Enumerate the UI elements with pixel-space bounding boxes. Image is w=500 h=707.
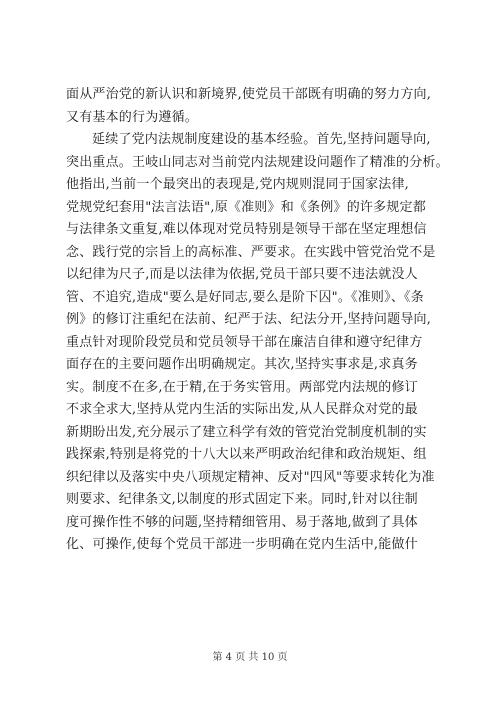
text-line: 例》的修订注重纪在法前、纪严于法、纪法分开,坚持问题导向, <box>66 312 432 327</box>
text-line: 度可操作性不够的问题,坚持精细管用、易于落地,做到了具体 <box>66 514 418 530</box>
text-line: 则要求、纪律条文,以制度的形式固定下来。同时,针对以往制 <box>66 492 418 507</box>
text-line: 不求全求大,坚持从党内生活的实际出发,从人民群众对党的最 <box>66 402 418 417</box>
text-line: 他指出,当前一个最突出的表现是,党内规则混同于国家法律, <box>66 177 409 192</box>
text-line: 与法律条文重复,难以体现对党员特别是领导干部在坚定理想信 <box>66 222 427 237</box>
text-line: 以纪律为尺子,而是以法律为依据,党员干部只要不违法就没人 <box>66 267 418 282</box>
text-line: 党规党纪套用"法言法语",原《准则》和《条例》的许多规定都 <box>66 199 426 215</box>
text-line: 化、可操作,使每个党员干部进一步明确在党内生活中,能做什 <box>66 537 418 552</box>
text-line: 念、践行党的宗旨上的高标准、严要求。在实践中管党治党不是 <box>66 244 436 260</box>
body-text <box>66 84 449 557</box>
page-number-footer: 第 4 页 共 10 页 <box>212 652 288 663</box>
text-line: 管、不追究,造成"要么是好同志,要么是阶下囚"。《准则》、《条 <box>66 289 424 305</box>
text-line: 突出重点。王岐山同志对当前党内法规建设问题作了精准的分析。 <box>66 154 449 170</box>
text-line: 面从严治党的新认识和新境界,使党员干部既有明确的努力方向, <box>66 87 432 102</box>
text-line: 又有基本的行为遵循。 <box>66 109 199 125</box>
text-line: 重点针对现阶段党员和党员领导干部在廉洁自律和遵守纪律方 <box>66 334 423 350</box>
paragraph-start-line: 延续了党内法规制度建设的基本经验。首先,坚持问题导向, <box>92 132 431 147</box>
text-line: 织纪律以及落实中央八项规定精神、反对"四风"等要求转化为准 <box>66 469 435 485</box>
text-line: 实。制度不在多,在于精,在于务实管用。两部党内法规的修订 <box>66 379 418 395</box>
text-line: 面存在的主要问题作出明确规定。其次,坚持实事求是,求真务 <box>66 357 418 372</box>
text-line: 新期盼出发,充分展示了建立科学有效的管党治党制度机制的实 <box>66 424 427 440</box>
text-line: 践探索,特别是将党的十八大以来严明政治纪律和政治规矩、组 <box>66 447 427 462</box>
